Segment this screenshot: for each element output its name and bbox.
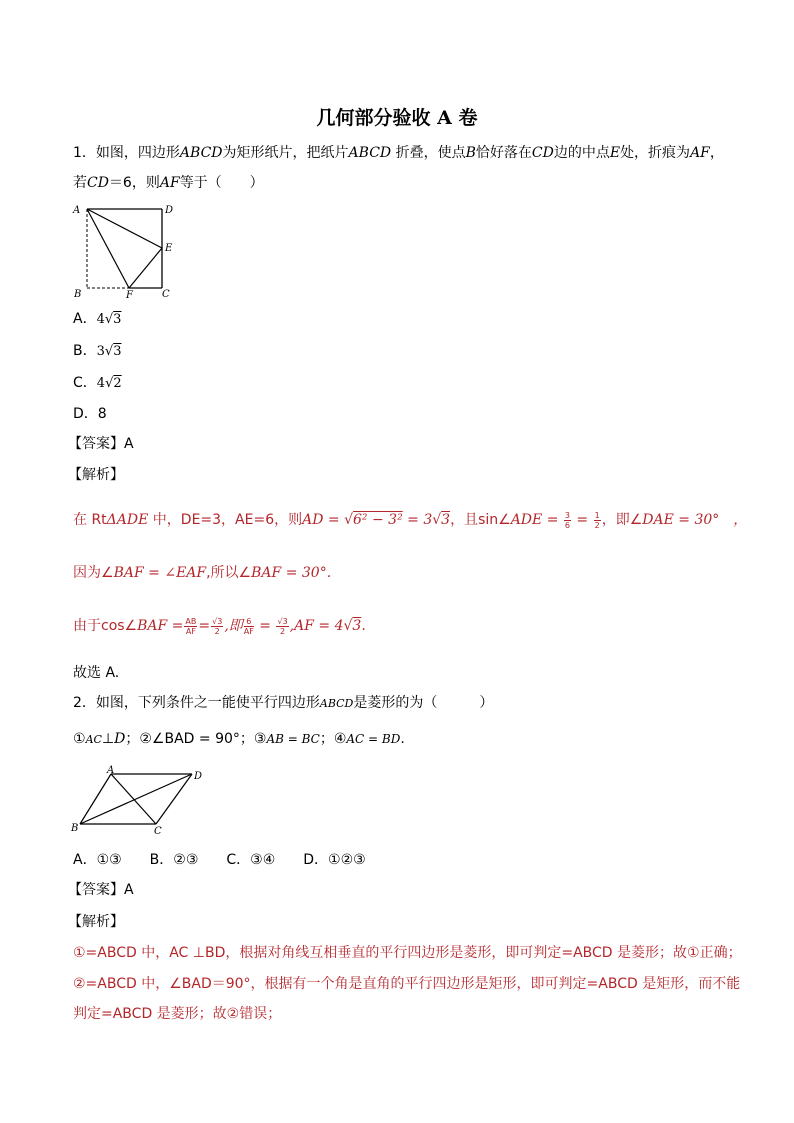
q2-options: A．①③ B．②③ C．③④ D．①②③: [73, 852, 366, 868]
fraction: $\frac{6}{AF}$: [243, 616, 254, 636]
q1-option-b: B．3√3: [73, 343, 122, 359]
q2-solution-line3: 判定=ABCD 是菱形；故②错误；: [73, 1006, 282, 1022]
figure-label-b: B: [74, 289, 82, 300]
fraction: $\frac{3}{6}$: [564, 510, 570, 530]
q1-answer: 【答案】A: [68, 436, 134, 452]
figure-label-a: A: [73, 205, 81, 216]
q2-parallelogram-figure: [68, 765, 208, 835]
figure-label-d: D: [194, 771, 203, 782]
figure-label-a: A: [107, 765, 115, 776]
figure-label-d: D: [165, 205, 174, 216]
fraction: $\frac{√3}{2}$: [212, 616, 223, 636]
figure-label-b: B: [71, 823, 79, 834]
q1-stem-line1: 1．如图，四边形ABCD为矩形纸片，把纸片ABCD 折叠，使点B恰好落在CD边的中点E处，折痕为AF，: [73, 145, 724, 161]
q1-rectangle-figure: [70, 200, 190, 302]
q1-solution-line1: 在 RtΔADE 中，DE=3，AE=6，则AD = √6² − 3² = 3√3，且sin∠ADE = $\frac{3}{6}$ = $\frac{1}{2}$ ，即∠DAE = 30° ，: [73, 510, 748, 530]
q2-analysis-label: 【解析】: [68, 914, 124, 930]
q2-stem: 2．如图，下列条件之一能使平行四边形ABCD是菱形的为（ ）: [73, 695, 494, 711]
figure-label-f: F: [126, 290, 133, 301]
q2-solution-line2: ②=ABCD 中，∠BAD＝90°，根据有一个角是直角的平行四边形是矩形，即可判定=ABCD 是矩形，而不能: [73, 976, 741, 992]
q1-conclusion: 故选 A.: [73, 665, 120, 681]
q1-stem-line2: 若CD＝6，则AF等于（ ）: [73, 175, 264, 191]
q2-solution-line1: ①=ABCD 中，AC ⊥BD，根据对角线互相垂直的平行四边形是菱形，即可判定=ABCD 是菱形；故①正确；: [73, 945, 742, 961]
q1-option-d: D．8: [73, 406, 107, 422]
figure-label-c: C: [162, 289, 170, 300]
fraction: $\frac{√3}{2}$: [277, 616, 288, 636]
q1-option-a: A．4√3: [73, 311, 122, 327]
fraction: $\frac{1}{2}$: [594, 510, 600, 530]
q2-conditions: ①AC⊥D；②∠BAD = 90°；③AB = BC；④AC = BD.: [73, 731, 405, 747]
page-title: 几何部分验收 A 卷: [316, 107, 478, 129]
fraction: $\frac{AB}{AF}$: [185, 616, 197, 636]
q2-answer: 【答案】A: [68, 882, 134, 898]
q1-solution-line3: 由于cos∠BAF = $\frac{AB}{AF}$ = $\frac{√3}{2}$ ,即 $\frac{6}{AF}$ = $\frac{√3}{2}$ ,AF = 4√3.: [73, 616, 366, 636]
q1-solution-line2: 因为∠BAF = ∠EAF,所以∠BAF = 30°.: [73, 565, 332, 581]
q1-option-c: C．4√2: [73, 375, 122, 391]
q1-analysis-label: 【解析】: [68, 467, 124, 483]
figure-label-c: C: [154, 826, 162, 835]
figure-label-e: E: [165, 243, 173, 254]
